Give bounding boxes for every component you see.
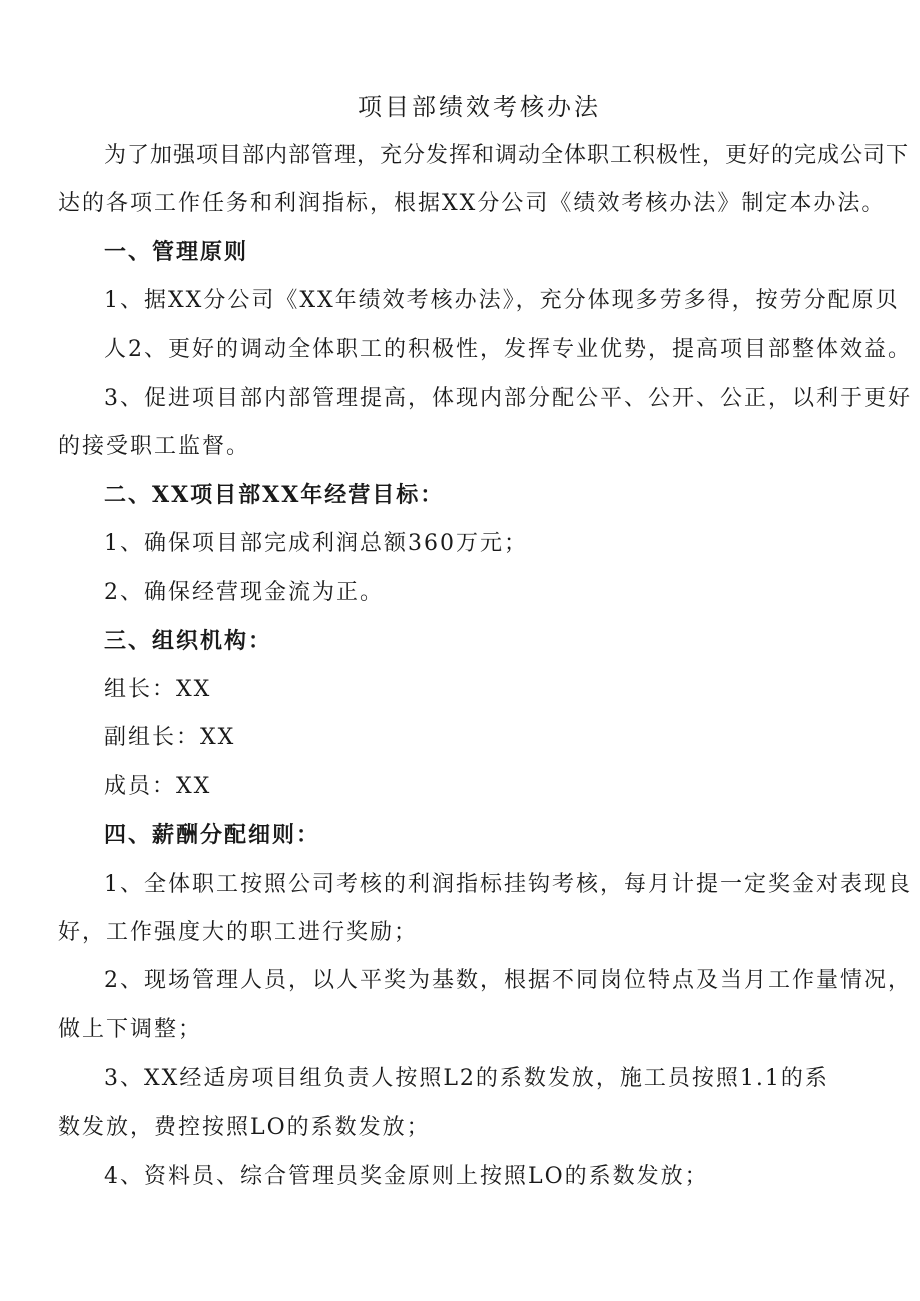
section-4-line-4: 做上下调整； <box>58 1017 203 1042</box>
section-4-line-6: 数发放，费控按照LO的系数发放； <box>58 1115 431 1140</box>
section-4-line-3: 2、现场管理人员，以人平奖为基数，根据不同岗位特点及当月工作量情况， <box>104 968 912 993</box>
section-1-heading: 一、管理原则 <box>104 239 249 265</box>
section-1-line-3: 3、促进项目部内部管理提高，体现内部分配公平、公开、公正，以利于更好 <box>104 386 912 411</box>
section-4-heading: 四、薪酬分配细则： <box>104 822 321 848</box>
section-3-heading: 三、组织机构： <box>104 628 273 654</box>
document-title: 项目部绩效考核办法 <box>358 93 601 121</box>
section-4-line-7: 4、资料员、综合管理员奖金原则上按照LO的系数发放； <box>104 1164 709 1189</box>
section-3-line-2: 副组长：XX <box>104 725 236 750</box>
section-4-line-2: 好，工作强度大的职工进行奖励； <box>58 920 419 945</box>
section-2-heading: 二、XX项目部XX年经营目标： <box>104 482 445 508</box>
section-3-line-3: 成员：XX <box>104 774 212 799</box>
section-1-line-1: 1、据XX分公司《XX年绩效考核办法》，充分体现多劳多得，按劳分配原贝 <box>104 288 900 313</box>
section-4-line-5: 3、XX经适房项目组负责人按照L2的系数发放，施工员按照1.1的系 <box>104 1066 829 1091</box>
section-1-line-2: 人2、更好的调动全体职工的积极性，发挥专业优势，提高项目部整体效益。 <box>104 337 912 362</box>
intro-line-1: 为了加强项目部内部管理，充分发挥和调动全体职工积极性，更好的完成公司下 <box>104 143 910 168</box>
section-4-line-1: 1、全体职工按照公司考核的利润指标挂钩考核，每月计提一定奖金对表现良 <box>104 872 912 897</box>
section-2-line-2: 2、确保经营现金流为正。 <box>104 580 384 605</box>
section-1-line-4: 的接受职工监督。 <box>58 434 251 459</box>
intro-line-2: 达的各项工作任务和利润指标，根据XX分公司《绩效考核办法》制定本办法。 <box>58 191 886 216</box>
section-2-line-1: 1、确保项目部完成利润总额360万元； <box>104 531 528 556</box>
section-3-line-1: 组长：XX <box>104 677 212 702</box>
